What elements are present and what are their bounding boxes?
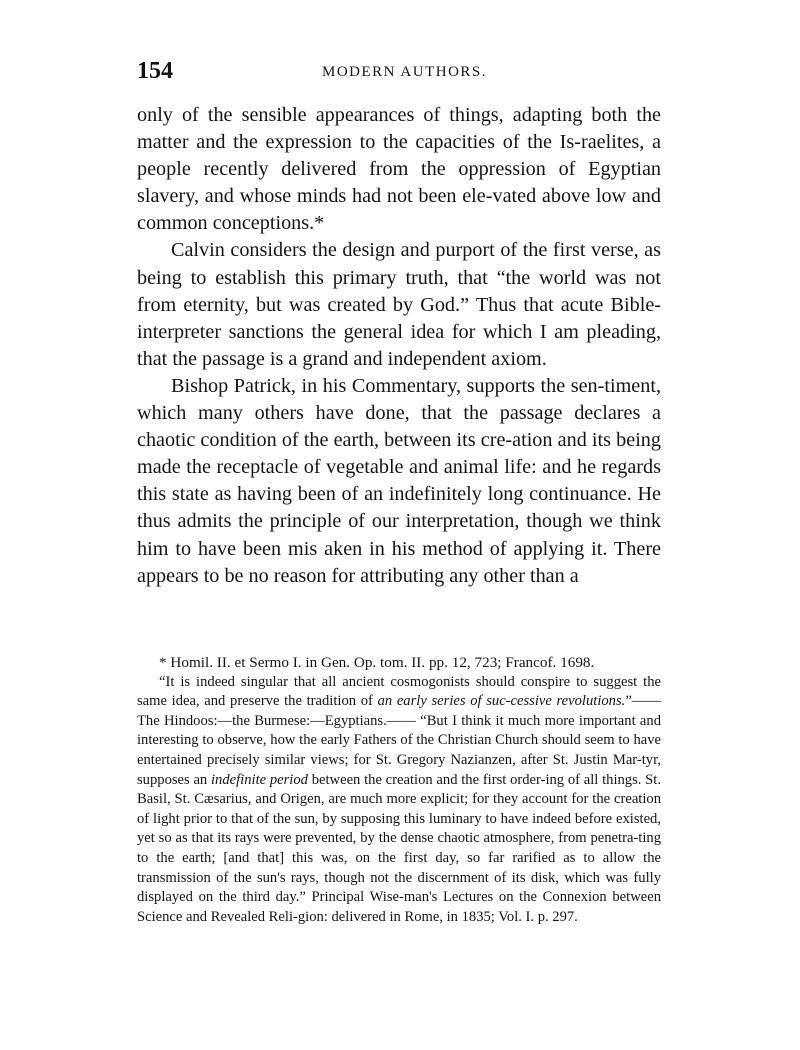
paragraph-1: only of the sensible appearances of things, adapting both the matter and the expression to the capacities of the Is-raelites, a people recently delivered from the oppression of Egyptian slavery, and whose minds had not been ele-vated above low and common conceptions.*: [137, 104, 661, 235]
footnote-2-text-3: between the creation and the first order-ing of all things. St. Basil, St. Cæsarius, and Origen, are much more explicit; for they account for the creation of light prior to that of the sun, by supposing this luminary to have indeed before existed, yet so as that its rays were prevented, by the dense chaotic atmosphere, from penetra-ting to the earth; [and that] this was, on the first day, so far rarified as to allow the transmission of the sun's rays, though not the discernment of its disk, which was fully displayed on the third day.” Principal Wise-man's Lectures on the Connexion between Science and Revealed Reli-gion: delivered in Rome, in 1835; Vol. I. p. 297.: [137, 771, 661, 925]
footnote-2-italic-2: indefinite period: [210, 771, 308, 788]
page-header: [137, 58, 667, 88]
footnote-2-text-2: ”——The Hindoos:—the Burmese:—Egyptians.—— “But I think it much more important and interesting to observe, how the early Fathers of the Christian Church should seem to have entertained precisely similar views; for St. Gregory Nazianzen, after St. Justin Mar-tyr, supposes an: [137, 693, 661, 788]
paragraph-2: Calvin considers the design and purport of the first verse, as being to establish this primary truth, that “the world was not from eternity, but was created by God.” Thus that acute Bible-interpreter sanctions the general idea for which I am pleading, that the passage is a grand and independent axiom.: [137, 239, 661, 370]
page-number: 154: [137, 58, 173, 84]
paragraph-3: Bishop Patrick, in his Commentary, supports the sen-timent, which many others have done, that the passage declares a chaotic condition of the earth, between its cre-ation and its being made the receptacle of vegetable and animal life: and he regards this state as having been of an indefinitely long continuance. He thus admits the principle of our interpretation, though we think him to have been mis aken in his method of applying it. There appears to be no reason for attributing any other than a: [137, 374, 661, 587]
footnotes: [137, 653, 661, 927]
running-head: MODERN AUTHORS.: [322, 64, 488, 80]
main-text: [137, 102, 661, 590]
footnote-2-text-1: “It is indeed singular that all ancient cosmogonists should conspire to suggest the same idea, and preserve the tradition of: [137, 673, 661, 710]
footnote-2: [137, 673, 661, 928]
footnote-2-italic-1: an early series of suc-cessive revolutions.: [377, 693, 626, 710]
footnote-1: * Homil. II. et Sermo I. in Gen. Op. tom. II. pp. 12, 723; Francof. 1698.: [159, 654, 595, 671]
